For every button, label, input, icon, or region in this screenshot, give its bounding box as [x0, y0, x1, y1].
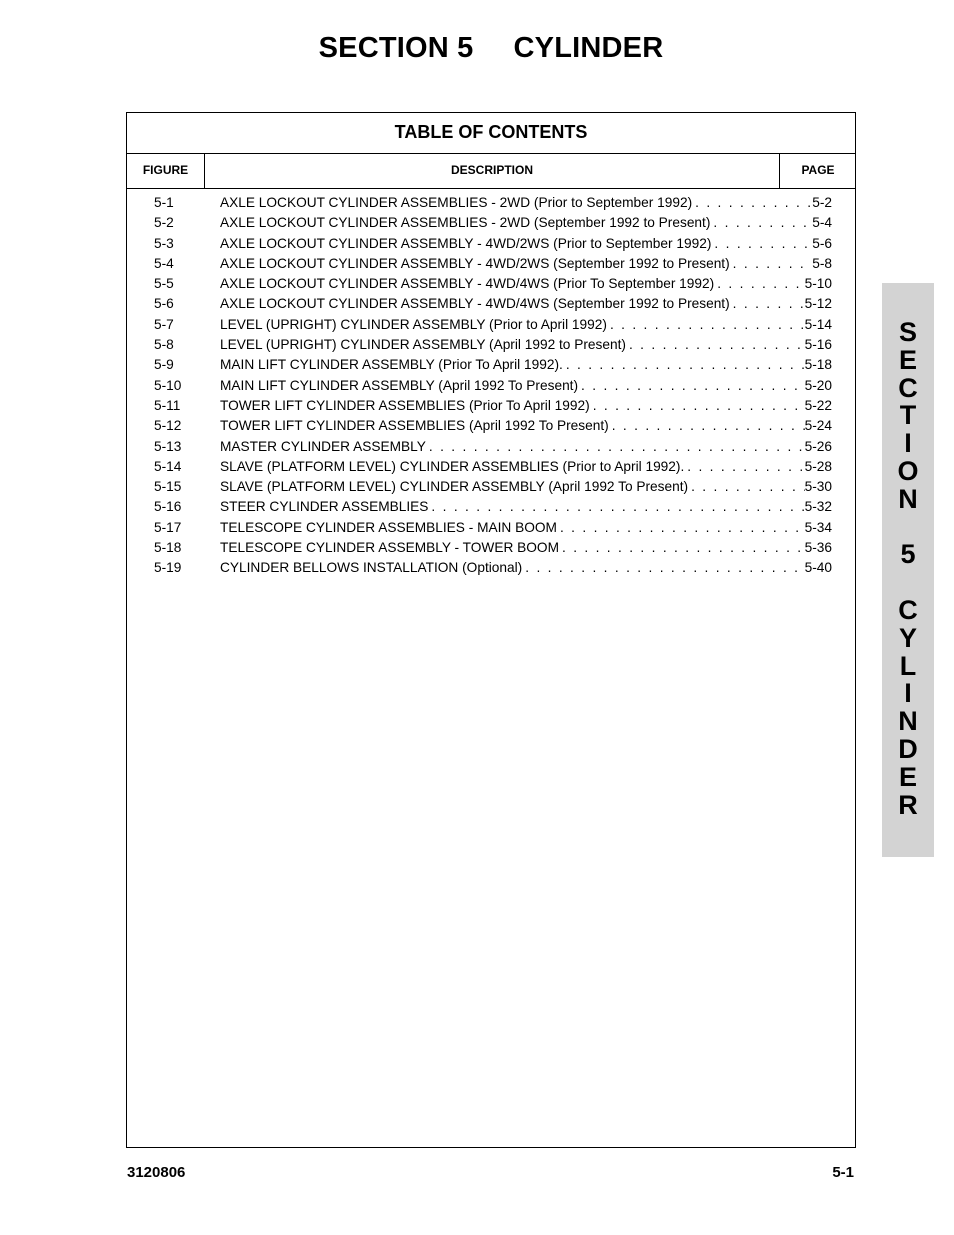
toc-page-number: 5-32	[804, 499, 832, 515]
toc-page-number: 5-18	[804, 357, 832, 373]
toc-entry-line	[220, 558, 832, 578]
toc-entry[interactable]	[127, 477, 855, 497]
side-tab-letter: N	[898, 706, 918, 737]
toc-entry-line	[220, 335, 832, 355]
toc-figure-number: 5-12	[154, 418, 182, 434]
toc-description: MAIN LIFT CYLINDER ASSEMBLY (Prior To April 1992).	[220, 357, 563, 373]
toc-entry-line	[220, 355, 832, 375]
page-column-header: PAGE	[801, 163, 835, 177]
side-tab-letter	[882, 569, 934, 597]
toc-description: AXLE LOCKOUT CYLINDER ASSEMBLY - 4WD/4WS (September 1992 to Present)	[220, 296, 730, 312]
toc-entry-line	[220, 497, 832, 517]
toc-page-number: 5-6	[812, 235, 832, 251]
toc-entry[interactable]	[127, 274, 855, 294]
toc-figure-number: 5-2	[154, 215, 174, 231]
toc-entry[interactable]	[127, 254, 855, 274]
toc-entry[interactable]	[127, 437, 855, 457]
toc-entry[interactable]	[127, 294, 855, 314]
toc-entry-line	[220, 518, 832, 538]
toc-entry[interactable]	[127, 335, 855, 355]
toc-page-number: 5-14	[804, 316, 832, 332]
toc-description: LEVEL (UPRIGHT) CYLINDER ASSEMBLY (April 1992 to Present)	[220, 337, 626, 353]
dot-leader	[688, 477, 805, 497]
side-tab-letter: I	[904, 428, 912, 459]
toc-title: TABLE OF CONTENTS	[127, 113, 855, 154]
side-tab-letter: R	[898, 789, 918, 820]
toc-page-number: 5-40	[804, 560, 832, 576]
dot-leader	[522, 558, 804, 578]
toc-description: TELESCOPE CYLINDER ASSEMBLY - TOWER BOOM	[220, 540, 559, 556]
dot-leader	[557, 518, 805, 538]
toc-entry[interactable]	[127, 396, 855, 416]
side-tab-letter: C	[898, 372, 918, 403]
side-tab-letter: E	[898, 344, 917, 375]
toc-figure-number: 5-19	[154, 560, 182, 576]
toc-entry-line	[220, 376, 832, 396]
side-tab-text	[882, 319, 934, 819]
side-tab-letter: I	[904, 678, 912, 709]
toc-page-number: 5-34	[804, 519, 832, 535]
section-number: SECTION 5	[318, 32, 474, 64]
toc-entry-line	[220, 274, 832, 294]
toc-page-number: 5-22	[804, 397, 832, 413]
dot-leader	[714, 274, 804, 294]
toc-entry[interactable]	[127, 416, 855, 436]
dot-leader	[563, 355, 805, 375]
side-tab-letter: 5	[900, 539, 916, 570]
dot-leader	[578, 376, 805, 396]
side-tab-letter: C	[898, 594, 918, 625]
side-tab-letter	[882, 514, 934, 542]
dot-leader	[730, 294, 805, 314]
toc-figure-number: 5-14	[154, 458, 182, 474]
toc-figure-number: 5-6	[154, 296, 174, 312]
toc-entry-line	[220, 416, 832, 436]
dot-leader	[607, 315, 805, 335]
toc-entry[interactable]	[127, 376, 855, 396]
toc-entry-line	[220, 437, 832, 457]
toc-description: MASTER CYLINDER ASSEMBLY	[220, 438, 426, 454]
toc-page-number: 5-28	[804, 458, 832, 474]
toc-figure-number: 5-11	[154, 397, 181, 413]
toc-figure-number: 5-1	[154, 195, 174, 210]
description-column-header: DESCRIPTION	[205, 154, 780, 188]
section-side-tab	[882, 283, 934, 857]
toc-description: SLAVE (PLATFORM LEVEL) CYLINDER ASSEMBLY (April 1992 To Present)	[220, 479, 689, 495]
toc-entry-line	[220, 538, 832, 558]
toc-description: TOWER LIFT CYLINDER ASSEMBLIES (April 1992 To Present)	[220, 418, 609, 434]
toc-figure-number: 5-7	[154, 316, 174, 332]
toc-entry[interactable]	[127, 193, 855, 213]
dot-leader	[711, 234, 812, 254]
toc-page-number: 5-36	[804, 540, 832, 556]
toc-entry-line	[220, 234, 832, 254]
dot-leader	[684, 457, 804, 477]
dot-leader	[426, 437, 805, 457]
toc-entry-line	[220, 477, 832, 497]
side-tab-letter: O	[897, 455, 919, 486]
toc-figure-number: 5-9	[154, 357, 174, 373]
side-tab-letter: Y	[898, 622, 917, 653]
toc-rows	[127, 193, 855, 579]
toc-page-number: 5-8	[812, 255, 832, 271]
toc-page-number: 5-2	[812, 195, 832, 210]
toc-figure-number: 5-3	[154, 235, 174, 251]
toc-page-number: 5-12	[804, 296, 832, 312]
toc-entry-line	[220, 315, 832, 335]
side-tab-letter: D	[898, 733, 918, 764]
toc-entry[interactable]	[127, 497, 855, 517]
toc-figure-number: 5-10	[154, 377, 182, 393]
page-title	[0, 32, 954, 65]
toc-entry[interactable]	[127, 355, 855, 375]
toc-entry-line	[220, 457, 832, 477]
toc-entry[interactable]	[127, 457, 855, 477]
toc-page-number: 5-30	[804, 479, 832, 495]
toc-figure-number: 5-4	[154, 255, 174, 271]
document-number: 3120806	[127, 1164, 186, 1181]
toc-figure-number: 5-5	[154, 276, 174, 292]
dot-leader	[730, 254, 813, 274]
side-tab-letter: E	[898, 761, 917, 792]
toc-entry-line	[220, 396, 832, 416]
side-tab-letter: S	[898, 317, 917, 347]
toc-figure-number: 5-17	[154, 519, 182, 535]
toc-description: MAIN LIFT CYLINDER ASSEMBLY (April 1992 To Present)	[220, 377, 579, 393]
toc-description: AXLE LOCKOUT CYLINDER ASSEMBLY - 4WD/2WS (Prior to September 1992)	[220, 235, 712, 251]
toc-entry-line	[220, 213, 832, 233]
toc-page-number: 5-10	[804, 276, 832, 292]
toc-page-number: 5-20	[804, 377, 832, 393]
toc-entry-line	[220, 294, 832, 314]
toc-description: LEVEL (UPRIGHT) CYLINDER ASSEMBLY (Prior to April 1992)	[220, 316, 607, 332]
toc-description: STEER CYLINDER ASSEMBLIES	[220, 499, 429, 515]
toc-entry[interactable]	[127, 558, 855, 578]
toc-figure-number: 5-8	[154, 337, 174, 353]
dot-leader	[626, 335, 805, 355]
side-tab-letter: T	[899, 400, 917, 431]
side-tab-letter: L	[899, 650, 917, 681]
toc-entry-line	[220, 193, 832, 213]
toc-entry-line	[220, 254, 832, 274]
table-of-contents	[126, 112, 856, 1148]
section-name: CYLINDER	[513, 32, 664, 64]
figure-column-header: FIGURE	[127, 154, 205, 188]
toc-entry[interactable]	[127, 315, 855, 335]
toc-figure-number: 5-16	[154, 499, 182, 515]
toc-description: AXLE LOCKOUT CYLINDER ASSEMBLIES - 2WD (Prior to September 1992)	[220, 195, 693, 210]
toc-entry[interactable]	[127, 538, 855, 558]
toc-description: AXLE LOCKOUT CYLINDER ASSEMBLY - 4WD/2WS (September 1992 to Present)	[220, 255, 730, 271]
toc-page-number: 5-4	[812, 215, 832, 231]
dot-leader	[590, 396, 805, 416]
toc-description: TOWER LIFT CYLINDER ASSEMBLIES (Prior To April 1992)	[220, 397, 590, 413]
toc-entry[interactable]	[127, 234, 855, 254]
dot-leader	[428, 497, 804, 517]
toc-entry[interactable]	[127, 518, 855, 538]
toc-page-number: 5-24	[804, 418, 832, 434]
toc-description: SLAVE (PLATFORM LEVEL) CYLINDER ASSEMBLIES (Prior to April 1992).	[220, 458, 685, 474]
toc-description: CYLINDER BELLOWS INSTALLATION (Optional)	[220, 560, 523, 576]
toc-description: TELESCOPE CYLINDER ASSEMBLIES - MAIN BOOM	[220, 519, 557, 535]
page-number: 5-1	[832, 1164, 854, 1181]
dot-leader	[692, 193, 812, 213]
dot-leader	[609, 416, 805, 436]
toc-header-row	[127, 154, 855, 189]
side-tab-letter: N	[898, 483, 918, 514]
dot-leader	[559, 538, 805, 558]
toc-description: AXLE LOCKOUT CYLINDER ASSEMBLIES - 2WD (September 1992 to Present)	[220, 215, 711, 231]
toc-description: AXLE LOCKOUT CYLINDER ASSEMBLY - 4WD/4WS (Prior To September 1992)	[220, 276, 715, 292]
toc-entry[interactable]	[127, 213, 855, 233]
toc-page-number: 5-26	[804, 438, 832, 454]
toc-figure-number: 5-18	[154, 540, 182, 556]
toc-page-number: 5-16	[804, 337, 832, 353]
dot-leader	[710, 213, 812, 233]
toc-figure-number: 5-13	[154, 438, 182, 454]
toc-figure-number: 5-15	[154, 479, 182, 495]
